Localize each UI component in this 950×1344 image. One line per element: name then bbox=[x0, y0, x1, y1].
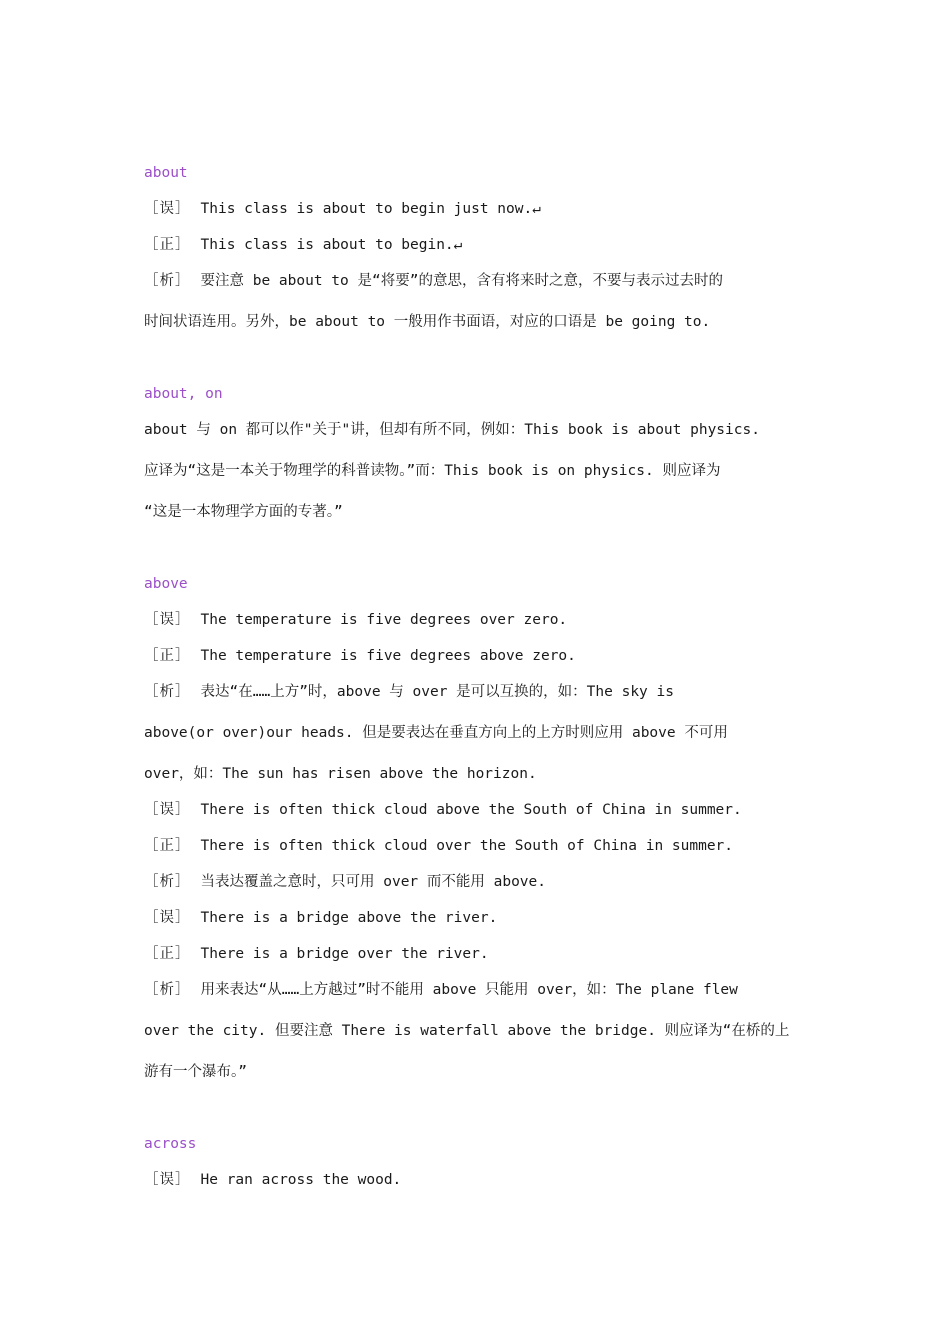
example-text: There is often thick cloud above the South of China in summer. bbox=[200, 802, 742, 818]
analysis-text bbox=[144, 682, 674, 702]
tag-correct: ［正］ bbox=[144, 838, 191, 854]
correct-example bbox=[144, 944, 489, 964]
analysis-continuation: 游有一个瀑布。” bbox=[144, 1064, 247, 1080]
wrong-example bbox=[144, 800, 742, 820]
wrong-example bbox=[144, 1170, 401, 1190]
example-text: This class is about to begin just now.↵ bbox=[200, 201, 541, 217]
example-text: The temperature is five degrees above zero. bbox=[200, 648, 576, 664]
wrong-example bbox=[144, 199, 541, 219]
analysis-body: 表达“在……上方”时，above 与 over 是可以互换的，如：The sky is bbox=[200, 684, 674, 700]
analysis-body: 要注意 be about to 是“将要”的意思，含有将来时之意，不要与表示过去时的 bbox=[200, 273, 723, 289]
entry-heading-above: above bbox=[144, 576, 188, 592]
tag-correct: ［正］ bbox=[144, 648, 191, 664]
analysis-body: 用来表达“从……上方越过”时不能用 above 只能用 over，如：The plane flew bbox=[200, 982, 738, 998]
analysis-text bbox=[144, 271, 723, 291]
entry-heading-about: about bbox=[144, 165, 188, 181]
entry-heading-across: across bbox=[144, 1136, 197, 1152]
example-text: He ran across the wood. bbox=[200, 1172, 402, 1188]
tag-correct: ［正］ bbox=[144, 237, 191, 253]
wrong-example bbox=[144, 610, 567, 630]
analysis-continuation: over the city. 但要注意 There is waterfall above the bridge. 则应译为“在桥的上 bbox=[144, 1023, 790, 1039]
tag-wrong: ［误］ bbox=[144, 1172, 191, 1188]
example-text: This class is about to begin.↵ bbox=[200, 237, 463, 253]
tag-analysis: ［析］ bbox=[144, 874, 191, 890]
example-text: There is often thick cloud over the South of China in summer. bbox=[200, 838, 734, 854]
explanation-line: 应译为“这是一本关于物理学的科普读物。”而：This book is on physics. 则应译为 bbox=[144, 463, 721, 479]
tag-analysis: ［析］ bbox=[144, 273, 191, 289]
analysis-body: 当表达覆盖之意时，只可用 over 而不能用 above. bbox=[200, 874, 546, 890]
example-text: There is a bridge above the river. bbox=[200, 910, 498, 926]
correct-example bbox=[144, 646, 576, 666]
entry-heading-about-on: about, on bbox=[144, 386, 223, 402]
tag-wrong: ［误］ bbox=[144, 910, 191, 926]
analysis-text bbox=[144, 872, 546, 892]
correct-example bbox=[144, 235, 462, 255]
analysis-continuation: above(or over)our heads. 但是要表达在垂直方向上的上方时则应用 above 不可用 bbox=[144, 725, 728, 741]
explanation-line: about 与 on 都可以作"关于"讲，但却有所不同，例如：This book is about physics. bbox=[144, 422, 760, 438]
example-text: The temperature is five degrees over zero. bbox=[200, 612, 568, 628]
correct-example bbox=[144, 836, 733, 856]
tag-wrong: ［误］ bbox=[144, 201, 191, 217]
wrong-example bbox=[144, 908, 497, 928]
analysis-continuation: over，如：The sun has risen above the horizon. bbox=[144, 766, 537, 782]
tag-correct: ［正］ bbox=[144, 946, 191, 962]
tag-wrong: ［误］ bbox=[144, 612, 191, 628]
example-text: There is a bridge over the river. bbox=[200, 946, 489, 962]
tag-analysis: ［析］ bbox=[144, 684, 191, 700]
explanation-line: “这是一本物理学方面的专著。” bbox=[144, 504, 343, 520]
tag-analysis: ［析］ bbox=[144, 982, 191, 998]
analysis-text bbox=[144, 980, 738, 1000]
tag-wrong: ［误］ bbox=[144, 802, 191, 818]
analysis-continuation: 时间状语连用。另外，be about to 一般用作书面语，对应的口语是 be going to. bbox=[144, 314, 711, 330]
